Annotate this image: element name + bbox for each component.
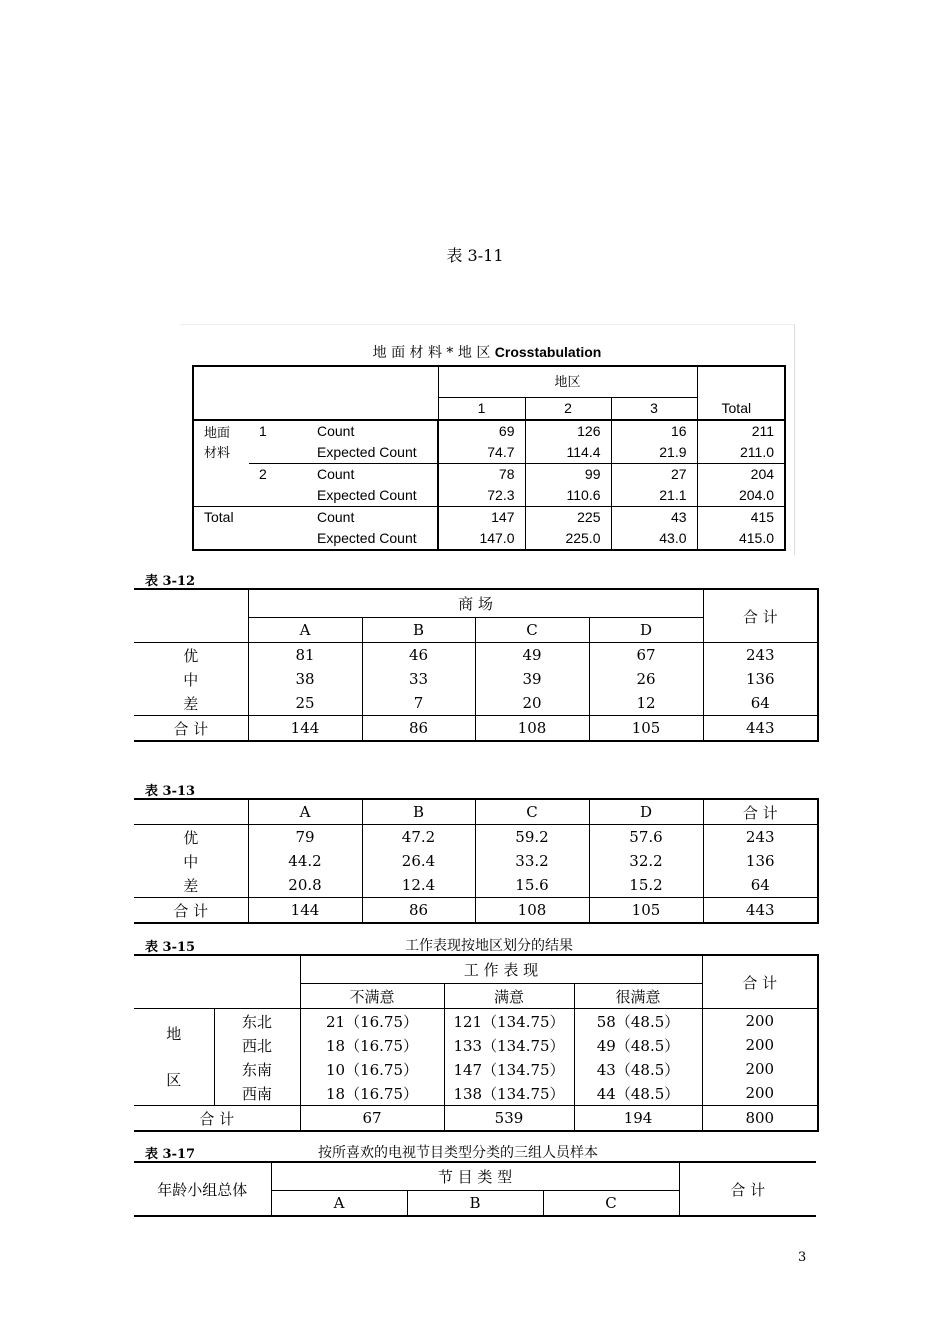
- total-header: 合 计: [742, 803, 778, 822]
- cell: 225: [525, 507, 611, 529]
- col-group-header: 工 作 表 现: [300, 955, 702, 984]
- spacer-cell: [193, 528, 307, 550]
- cell: 200: [745, 1060, 775, 1078]
- cell: 72.3: [438, 485, 525, 507]
- cell: 27: [611, 464, 697, 486]
- crosstab-table: [192, 365, 786, 551]
- col-group-header: 节 目 类 型: [271, 1162, 679, 1191]
- cell: 81: [248, 643, 362, 668]
- col-header: C: [475, 618, 589, 643]
- corner-cell: [193, 366, 438, 420]
- cell: 57.6: [589, 825, 703, 850]
- cell: 20.8: [248, 873, 362, 898]
- table-3-17-caption: 表 3-17: [145, 1147, 196, 1162]
- col-header: A: [271, 1191, 407, 1217]
- col-header: 满意: [444, 984, 574, 1009]
- row-label: 优: [134, 825, 248, 850]
- col-header: 不满意: [300, 984, 444, 1009]
- crosstab-title-en: Crosstabulation: [494, 344, 602, 360]
- cell: 99: [525, 464, 611, 486]
- cell: 243: [745, 828, 775, 846]
- col-header: B: [362, 799, 475, 825]
- cell: 49（48.5）: [574, 1033, 702, 1057]
- row-label: 东北: [214, 1009, 300, 1034]
- total-header: 合 计: [703, 589, 818, 643]
- cell: 47.2: [362, 825, 475, 850]
- page-number: 3: [798, 1250, 807, 1265]
- cell: 12: [589, 691, 703, 716]
- sum-row-label: 合 计: [134, 898, 248, 924]
- cell: 67: [300, 1106, 444, 1132]
- row-label: 差: [134, 873, 248, 898]
- spacer-cell: [249, 485, 307, 507]
- cell: 211: [751, 423, 775, 439]
- col-header: B: [362, 618, 475, 643]
- cell: 74.7: [438, 442, 525, 464]
- cell: 194: [574, 1106, 702, 1132]
- col-header: 1: [438, 398, 525, 421]
- region-label: [134, 1009, 214, 1106]
- table-3-12-caption: 表 3-12: [145, 574, 196, 589]
- row-label: 1: [259, 423, 267, 439]
- cell: 44.2: [248, 849, 362, 873]
- col-header: 很满意: [574, 984, 702, 1009]
- cell: 225.0: [525, 528, 611, 550]
- cell: 108: [475, 716, 589, 742]
- sum-row-label: 合 计: [134, 716, 248, 742]
- cell: 10（16.75）: [300, 1057, 444, 1081]
- cell: 133（134.75）: [444, 1033, 574, 1057]
- cell: 243: [745, 646, 775, 664]
- cell: 43（48.5）: [574, 1057, 702, 1081]
- cell: 147（134.75）: [444, 1057, 574, 1081]
- col-header: A: [248, 799, 362, 825]
- row-group-header: 年龄小组总体: [134, 1162, 271, 1216]
- cell: 144: [248, 898, 362, 924]
- cell: 33: [362, 667, 475, 691]
- table-3-15-title: 工作表现按地区划分的结果: [405, 938, 573, 954]
- cell: 211.0: [740, 444, 775, 460]
- col-group-header: 商 场: [248, 589, 703, 618]
- cell: 79: [248, 825, 362, 850]
- stat-label: Count: [307, 507, 438, 529]
- col-header: 2: [525, 398, 611, 421]
- cell: 415: [750, 509, 775, 525]
- cell: 110.6: [525, 485, 611, 507]
- cell: 67: [589, 643, 703, 668]
- total-header: 合 计: [702, 955, 818, 1009]
- stat-label: Count: [307, 464, 438, 486]
- cell: 12.4: [362, 873, 475, 898]
- cell: 105: [589, 716, 703, 742]
- total-row-label: Total: [204, 509, 234, 525]
- cell: 136: [745, 852, 775, 870]
- cell: 7: [362, 691, 475, 716]
- col-header: D: [589, 799, 703, 825]
- total-header: 合 计: [679, 1162, 816, 1216]
- row-label: 中: [134, 849, 248, 873]
- crosstab-title-cn: 地 面 材 料 * 地 区: [372, 345, 491, 361]
- table-3-13-caption: 表 3-13: [145, 784, 196, 799]
- sum-row-label: 合 计: [134, 1106, 300, 1132]
- cell: 204: [750, 466, 775, 482]
- table-3-11-caption: 表 3-11: [446, 246, 504, 265]
- region-label-a: 地: [166, 1025, 182, 1043]
- row-var-label: [193, 420, 249, 507]
- cell: 18（16.75）: [300, 1081, 444, 1106]
- row-var-label-line1: 地面: [204, 425, 231, 440]
- cell: 18（16.75）: [300, 1033, 444, 1057]
- spacer-cell: [249, 442, 307, 464]
- corner-cell: [134, 799, 248, 825]
- cell: 78: [438, 464, 525, 486]
- cell: 64: [750, 876, 770, 894]
- cell: 443: [745, 901, 775, 919]
- cell: 26: [589, 667, 703, 691]
- cell: 69: [438, 420, 525, 442]
- cell: 200: [745, 1084, 775, 1102]
- stat-label: Expected Count: [307, 528, 438, 550]
- cell: 46: [362, 643, 475, 668]
- cell: 49: [475, 643, 589, 668]
- cell: 86: [362, 898, 475, 924]
- col-header: C: [475, 799, 589, 825]
- crosstab-title: [180, 342, 794, 362]
- cell: 200: [745, 1012, 775, 1030]
- cell: 126: [525, 420, 611, 442]
- cell: 59.2: [475, 825, 589, 850]
- cell: 108: [475, 898, 589, 924]
- stat-label: Expected Count: [307, 485, 438, 507]
- cell: 43: [611, 507, 697, 529]
- cell: 147.0: [438, 528, 525, 550]
- col-header: A: [248, 618, 362, 643]
- cell: 26.4: [362, 849, 475, 873]
- table-3-17-title: 按所喜欢的电视节目类型分类的三组人员样本: [318, 1145, 598, 1161]
- cell: 32.2: [589, 849, 703, 873]
- stat-label: Expected Count: [307, 442, 438, 464]
- row-label: 西北: [214, 1033, 300, 1057]
- total-header: Total: [697, 366, 785, 420]
- region-label-b: 区: [166, 1071, 182, 1089]
- row-var-label-line2: 材料: [204, 445, 231, 460]
- row-label: 差: [134, 691, 248, 716]
- row-label: 2: [259, 466, 267, 482]
- cell: 121（134.75）: [444, 1009, 574, 1034]
- cell: 800: [745, 1109, 775, 1127]
- cell: 144: [248, 716, 362, 742]
- cell: 21.1: [611, 485, 697, 507]
- row-label: 东南: [214, 1057, 300, 1081]
- table-3-15-caption: 表 3-15: [145, 940, 196, 955]
- row-label: 西南: [214, 1081, 300, 1106]
- cell: 86: [362, 716, 475, 742]
- col-header: 3: [650, 400, 658, 416]
- cell: 204.0: [738, 487, 775, 503]
- cell: 25: [248, 691, 362, 716]
- cell: 15.2: [589, 873, 703, 898]
- cell: 43.0: [611, 528, 697, 550]
- cell: 15.6: [475, 873, 589, 898]
- cell: 443: [745, 719, 775, 737]
- cell: 136: [745, 670, 775, 688]
- cell: 200: [745, 1036, 775, 1054]
- corner-cell: [134, 955, 300, 1009]
- cell: 44（48.5）: [574, 1081, 702, 1106]
- cell: 21（16.75）: [300, 1009, 444, 1034]
- row-label: 优: [134, 643, 248, 668]
- cell: 33.2: [475, 849, 589, 873]
- table-3-12: [134, 588, 819, 742]
- cell: 114.4: [525, 442, 611, 464]
- cell: 105: [589, 898, 703, 924]
- cell: 138（134.75）: [444, 1081, 574, 1106]
- cell: 39: [475, 667, 589, 691]
- cell: 147: [438, 507, 525, 529]
- cell: 16: [611, 420, 697, 442]
- table-3-15: [134, 954, 819, 1132]
- col-header: D: [589, 618, 703, 643]
- corner-cell: [134, 589, 248, 643]
- cell: 415.0: [738, 530, 775, 546]
- stat-label: Count: [307, 420, 438, 442]
- cell: 58（48.5）: [574, 1009, 702, 1034]
- col-header: C: [605, 1194, 617, 1212]
- cell: 20: [475, 691, 589, 716]
- row-label: 中: [134, 667, 248, 691]
- cell: 38: [248, 667, 362, 691]
- cell: 64: [750, 694, 770, 712]
- cell: 21.9: [611, 442, 697, 464]
- table-3-17: [134, 1161, 816, 1217]
- table-3-13: [134, 798, 819, 924]
- cell: 539: [444, 1106, 574, 1132]
- col-header: B: [407, 1191, 543, 1217]
- col-group-header: 地区: [438, 366, 697, 398]
